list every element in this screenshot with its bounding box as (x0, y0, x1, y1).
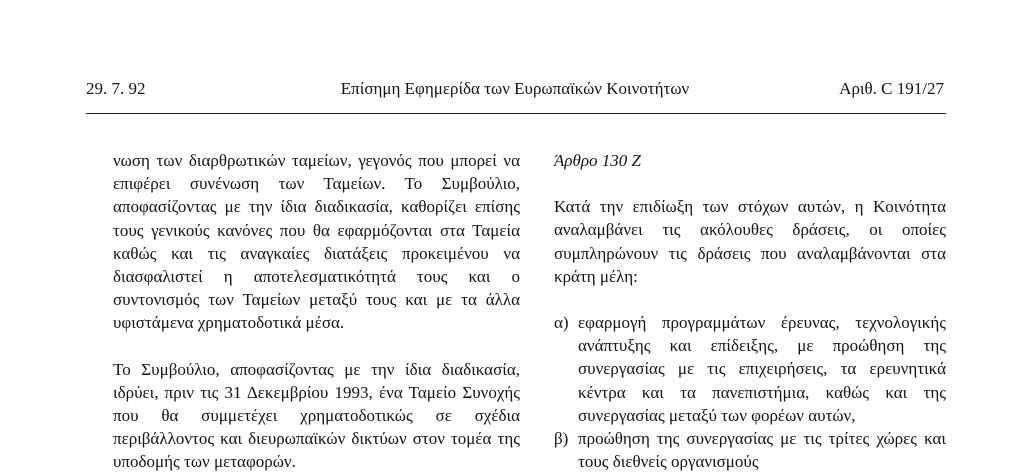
page-header (86, 77, 944, 101)
left-paragraph-1: νωση των διαρθρωτικών ταμείων, γεγονός που μπορεί να επιφέρει συνένωση των Ταμείων. Το Συμβούλιο, αποφασίζοντας με την ίδια διαδικασία, καθορίζει επίσης τους γενικούς κανόνες που θα εφαρμόζονται στα Ταμεία καθώς και τις αναγκαίες διατάξεις προκειμένου να διασφαλιστεί η αποτελεσματικότητά τους και ο συντονισμός των Ταμείων μεταξύ τους και με τα άλλα υφιστάμενα χρηματοδοτικά μέσα. (113, 151, 520, 333)
article-intro: Κατά την επιδίωξη των στόχων αυτών, η Κοινότητα αναλαμβάνει τις ακόλουθες δράσεις, οι οποίες συμπληρώνουν τις δράσεις που αναλαμβάνονται στα κράτη μέλη: (554, 197, 946, 286)
list-item-text: εφαρμογή προγραμμάτων έρευνας, τεχνολογικής ανάπτυξης και επίδειξης, με προώθηση της συνεργασίας με τις επιχειρήσεις, τα ερευνητικά κέντρα και τα πανεπιστήμια, καθώς και της συνεργασίας μεταξύ των φορέων αυτών, (578, 313, 946, 425)
header-issue-number: Αριθ. C 191/27 (839, 79, 944, 98)
header-date: 29. 7. 92 (86, 79, 146, 98)
list-item-marker: α) (554, 313, 569, 333)
paragraph-gap (113, 335, 520, 358)
left-paragraph-2: Το Συμβούλιο, αποφασίζοντας με την ίδια διαδικασία, ιδρύει, πριν τις 31 Δεκεμβρίου 1993, ένα Ταμείο Συνοχής που θα συμμετέχει χρηματοδοτικώς σε σχέδια περιβάλλοντος και διευρωπαϊκών δικτύων στον τομέα της υποδομής των μεταφορών. (113, 359, 520, 472)
paragraph-gap (554, 288, 946, 311)
list-item (554, 427, 946, 473)
list-item-text: προώθηση της συνεργασίας με τις τρίτες χώρες και τους διεθνείς οργανισμούς (578, 429, 946, 472)
article-heading: Άρθρο 130 Ζ (554, 151, 642, 170)
header-rule (86, 113, 946, 114)
right-column (554, 149, 946, 473)
list-item (554, 311, 946, 427)
header-journal-title: Επίσημη Εφημερίδα των Ευρωπαϊκών Κοινοτήτων (340, 79, 690, 98)
list-item-marker: β) (554, 429, 569, 449)
left-column (113, 149, 520, 474)
